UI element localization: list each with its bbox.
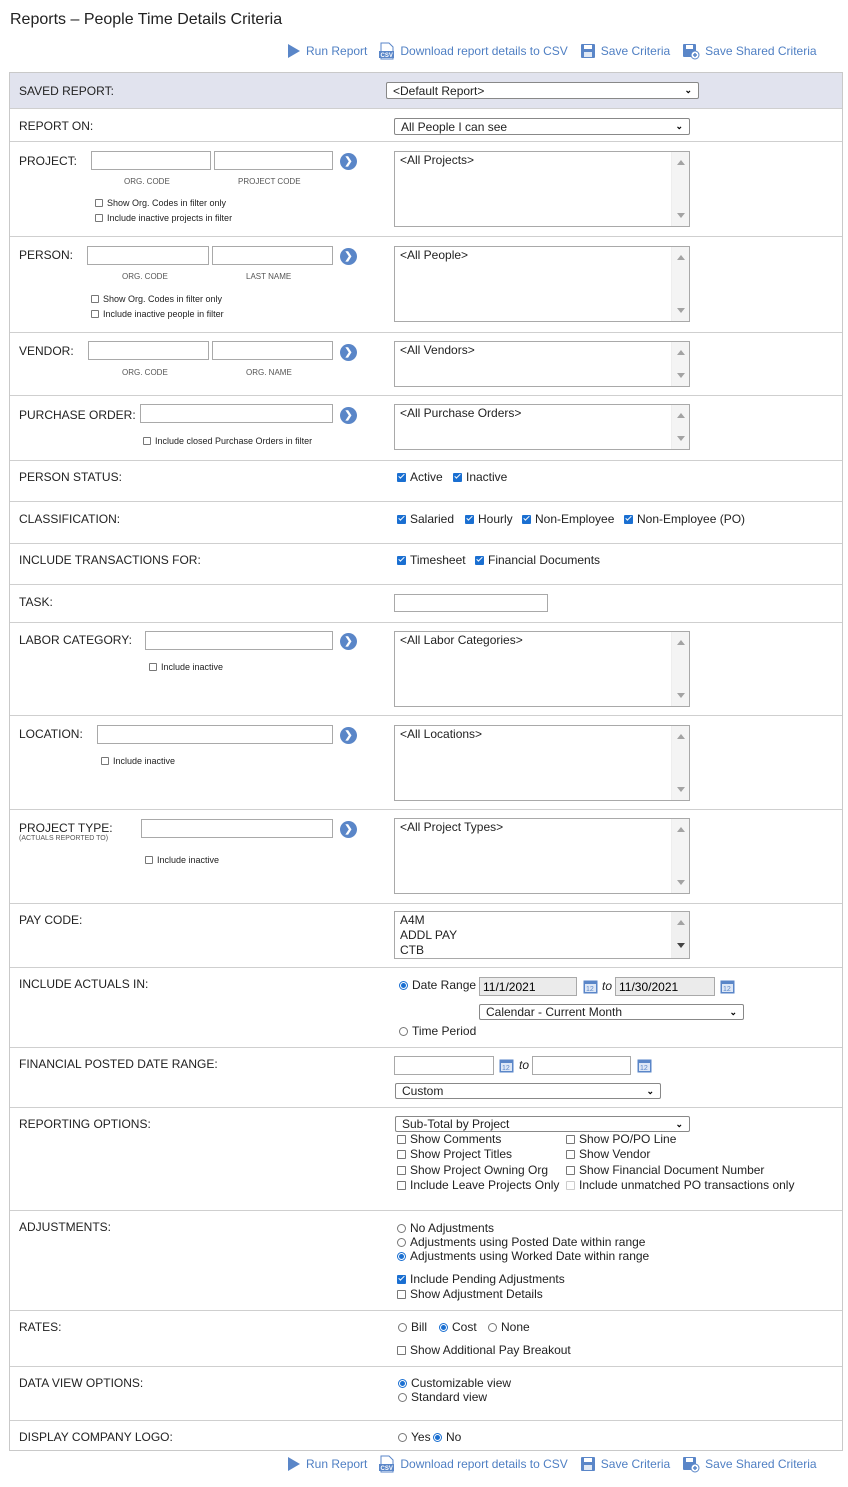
checkbox-label: Active	[410, 470, 443, 484]
scroll-up-icon[interactable]	[677, 160, 685, 165]
checkbox-box[interactable]	[145, 856, 153, 864]
adjustments-row	[10, 1210, 842, 1310]
include-transactions-row	[10, 543, 842, 584]
include-leave-projects-checkbox[interactable]	[397, 1178, 559, 1192]
checkbox-box[interactable]	[91, 295, 99, 303]
project-include-inactive-checkbox[interactable]	[95, 213, 232, 223]
location-label: LOCATION:	[19, 727, 83, 741]
saved-report-select[interactable]	[386, 82, 699, 99]
report-on-select[interactable]	[394, 118, 690, 135]
checkbox-box[interactable]	[397, 1181, 406, 1190]
scroll-up-icon[interactable]	[677, 920, 685, 925]
show-po-line-checkbox[interactable]	[566, 1132, 676, 1146]
checkbox-box[interactable]	[149, 663, 157, 671]
csv-file-icon	[379, 42, 395, 60]
location-include-inactive-checkbox[interactable]	[101, 756, 175, 766]
checkbox-box[interactable]	[95, 199, 103, 207]
checkbox-box[interactable]	[522, 515, 531, 524]
radio-label: Cost	[452, 1320, 477, 1334]
time-period-radio[interactable]	[399, 1024, 476, 1038]
checkbox-box[interactable]	[91, 310, 99, 318]
scroll-up-icon[interactable]	[677, 413, 685, 418]
project-label: PROJECT:	[19, 154, 78, 168]
checkbox-label: Show Vendor	[579, 1147, 651, 1161]
checkbox-box[interactable]	[397, 515, 406, 524]
person-org-code-input[interactable]	[87, 246, 209, 265]
save-shared-criteria-label: Save Shared Criteria	[705, 44, 817, 58]
location-input[interactable]	[97, 725, 333, 744]
labor-category-label: LABOR CATEGORY:	[19, 633, 132, 647]
chevron-down-icon: ⌄	[675, 121, 683, 131]
radio-circle[interactable]	[488, 1323, 497, 1332]
arrow-right-circle-icon[interactable]: ❯	[340, 727, 357, 744]
checkbox-label: Include Pending Adjustments	[410, 1272, 565, 1286]
calendar-icon[interactable]	[637, 1058, 652, 1073]
list-option[interactable]: <All Labor Categories>	[400, 633, 523, 647]
arrow-right-circle-icon[interactable]: ❯	[340, 407, 357, 424]
scrollbar[interactable]	[671, 152, 689, 226]
arrow-right-circle-icon[interactable]: ❯	[340, 248, 357, 265]
list-option[interactable]: <All Projects>	[400, 153, 475, 167]
shared-save-icon	[682, 43, 700, 60]
checkbox-label: Show Org. Codes in filter only	[107, 198, 227, 208]
labor-category-input[interactable]	[145, 631, 333, 650]
radio-circle[interactable]	[398, 1379, 407, 1388]
radio-circle[interactable]	[397, 1224, 406, 1233]
top-toolbar	[287, 41, 829, 61]
person-status-active-checkbox[interactable]	[397, 470, 443, 484]
checkbox-box[interactable]	[475, 556, 484, 565]
radio-circle[interactable]	[398, 1323, 407, 1332]
checkbox-label: Include inactive	[157, 855, 220, 865]
show-project-owning-org-checkbox[interactable]	[397, 1163, 548, 1177]
scroll-down-icon[interactable]	[677, 308, 685, 313]
checkbox-label: Include inactive projects in filter	[107, 213, 233, 223]
radio-circle[interactable]	[397, 1252, 406, 1261]
person-org-code-caption: ORG. CODE	[122, 272, 168, 281]
labor-category-listbox[interactable]	[394, 631, 690, 707]
subtotal-value: Sub-Total by Project	[402, 1117, 510, 1131]
shared-save-icon	[682, 1456, 700, 1473]
include-actuals-row	[10, 967, 842, 1047]
adjustments-worked-date-radio[interactable]	[397, 1249, 649, 1263]
financial-preset-value: Custom	[402, 1084, 444, 1098]
reporting-options-label: REPORTING OPTIONS:	[19, 1117, 151, 1131]
include-actuals-label: INCLUDE ACTUALS IN:	[19, 977, 149, 991]
chevron-down-icon: ⌄	[729, 1006, 737, 1017]
vendor-row	[10, 332, 842, 395]
person-last-name-caption: LAST NAME	[246, 272, 292, 281]
financial-from-date-input[interactable]	[394, 1056, 494, 1075]
scroll-up-icon[interactable]	[677, 350, 685, 355]
company-logo-label: DISPLAY COMPANY LOGO:	[19, 1430, 173, 1444]
scroll-down-icon[interactable]	[677, 787, 685, 792]
checkbox-box[interactable]	[143, 437, 151, 445]
checkbox-box[interactable]	[397, 1166, 406, 1175]
checkbox-label: Non-Employee (PO)	[637, 512, 746, 526]
vendor-org-name-input[interactable]	[212, 341, 333, 360]
include-financial-documents-checkbox[interactable]	[475, 553, 600, 567]
chevron-down-icon: ⌄	[646, 1085, 654, 1096]
list-option[interactable]: <All Purchase Orders>	[400, 406, 522, 420]
show-adjustment-details-checkbox[interactable]	[397, 1287, 543, 1301]
vendor-label: VENDOR:	[19, 344, 74, 358]
classification-hourly-checkbox[interactable]	[465, 512, 513, 526]
project-type-sublabel: (ACTUALS REPORTED TO)	[19, 835, 109, 842]
classification-non-employee-checkbox[interactable]	[522, 512, 614, 526]
csv-file-icon	[379, 1455, 395, 1473]
svg-text:12: 12	[640, 1065, 648, 1072]
vendor-listbox[interactable]	[394, 341, 690, 387]
radio-label: Time Period	[412, 1024, 477, 1038]
scrollbar[interactable]	[671, 632, 689, 706]
checkbox-label: Timesheet	[410, 553, 466, 567]
svg-text:CSV: CSV	[380, 1466, 394, 1472]
radio-label: Customizable view	[411, 1376, 512, 1390]
checkbox-label: Show Comments	[410, 1132, 502, 1146]
checkbox-label: Include inactive people in filter	[103, 309, 224, 319]
radio-label: No Adjustments	[410, 1221, 495, 1235]
scroll-up-icon[interactable]	[677, 255, 685, 260]
arrow-right-circle-icon[interactable]: ❯	[340, 153, 357, 170]
project-code-caption: PROJECT CODE	[238, 177, 301, 186]
radio-label: Adjustments using Worked Date within range	[410, 1249, 650, 1263]
classification-label: CLASSIFICATION:	[19, 512, 121, 526]
person-listbox[interactable]	[394, 246, 690, 322]
show-financial-doc-number-checkbox[interactable]	[566, 1163, 764, 1177]
radio-circle[interactable]	[399, 981, 408, 990]
vendor-org-name-caption: ORG. NAME	[246, 368, 292, 377]
scrollbar[interactable]	[671, 726, 689, 800]
radio-circle[interactable]	[433, 1433, 442, 1442]
labor-category-row	[10, 622, 842, 715]
svg-text:12: 12	[723, 986, 731, 993]
play-icon	[287, 1456, 301, 1472]
include-pending-adjustments-checkbox[interactable]	[397, 1272, 565, 1286]
project-show-org-codes-checkbox[interactable]	[95, 198, 226, 208]
criteria-form	[9, 72, 843, 1451]
project-type-label: PROJECT TYPE:	[19, 821, 113, 835]
radio-circle[interactable]	[397, 1238, 406, 1247]
show-project-titles-checkbox[interactable]	[397, 1147, 512, 1161]
include-timesheet-checkbox[interactable]	[397, 553, 466, 567]
radio-circle[interactable]	[399, 1027, 408, 1036]
purchase-order-row	[10, 395, 842, 460]
classification-salaried-checkbox[interactable]	[397, 512, 454, 526]
radio-circle[interactable]	[398, 1433, 407, 1442]
save-criteria-button[interactable]	[580, 43, 670, 59]
task-label: TASK:	[19, 595, 53, 609]
labor-category-include-inactive-checkbox[interactable]	[149, 662, 223, 672]
checkbox-box[interactable]	[101, 757, 109, 765]
run-report-button[interactable]	[287, 43, 367, 59]
save-shared-criteria-button[interactable]	[682, 43, 816, 60]
save-criteria-label: Save Criteria	[600, 1457, 671, 1471]
pay-code-row	[10, 903, 842, 967]
project-type-row	[10, 809, 842, 903]
list-option[interactable]: A4M	[400, 913, 425, 927]
project-type-input[interactable]	[141, 819, 333, 838]
list-option[interactable]: <All Project Types>	[400, 820, 504, 834]
location-listbox[interactable]	[394, 725, 690, 801]
financial-posted-row	[10, 1047, 842, 1107]
list-option[interactable]: CTB	[400, 943, 424, 957]
checkbox-box[interactable]	[624, 515, 633, 524]
checkbox-box[interactable]	[397, 556, 406, 565]
arrow-right-circle-icon[interactable]: ❯	[340, 344, 357, 361]
checkbox-label: Hourly	[478, 512, 513, 526]
show-comments-checkbox[interactable]	[397, 1132, 501, 1146]
purchase-order-listbox[interactable]	[394, 404, 690, 450]
scroll-up-icon[interactable]	[677, 640, 685, 645]
project-row	[10, 141, 842, 236]
saved-report-row	[10, 73, 842, 108]
checkbox-box[interactable]	[397, 1150, 406, 1159]
report-on-row	[10, 108, 842, 141]
rates-cost-radio[interactable]	[439, 1320, 477, 1334]
checkbox-label: Show Financial Document Number	[579, 1163, 765, 1177]
checkbox-box[interactable]	[95, 214, 103, 222]
bottom-toolbar	[287, 1454, 829, 1474]
checkbox-box[interactable]	[397, 1290, 406, 1299]
checkbox-label: Show Additional Pay Breakout	[410, 1343, 571, 1357]
scroll-down-icon[interactable]	[677, 373, 685, 378]
data-view-row	[10, 1366, 842, 1420]
actuals-from-date-input[interactable]	[479, 977, 577, 996]
scroll-down-icon[interactable]	[677, 880, 685, 885]
run-report-label: Run Report	[306, 44, 368, 58]
scrollbar[interactable]	[671, 405, 689, 449]
adjustments-label: ADJUSTMENTS:	[19, 1220, 112, 1234]
project-org-code-input[interactable]	[91, 151, 211, 170]
download-csv-button[interactable]	[379, 1455, 567, 1473]
checkbox-label: Inactive	[466, 470, 508, 484]
calendar-icon[interactable]	[499, 1058, 514, 1073]
subtotal-select[interactable]	[395, 1116, 690, 1132]
checkbox-box[interactable]	[397, 1275, 406, 1284]
scroll-up-icon[interactable]	[677, 734, 685, 739]
checkbox-box[interactable]	[397, 1346, 406, 1355]
arrow-right-circle-icon[interactable]: ❯	[340, 821, 357, 838]
list-option[interactable]: ADDL PAY	[400, 928, 458, 942]
radio-label: No	[446, 1430, 462, 1444]
company-logo-row	[10, 1420, 842, 1451]
person-status-row	[10, 460, 842, 501]
checkbox-label: Show PO/PO Line	[579, 1132, 677, 1146]
show-vendor-checkbox[interactable]	[566, 1147, 650, 1161]
customizable-view-radio[interactable]	[398, 1376, 511, 1390]
reporting-options-row	[10, 1107, 842, 1210]
checkbox-label: Show Adjustment Details	[410, 1287, 543, 1301]
report-on-label: REPORT ON:	[19, 119, 94, 133]
checkbox-label: Include inactive	[113, 756, 176, 766]
person-row	[10, 236, 842, 332]
classification-row	[10, 501, 842, 543]
date-range-to-word: to	[602, 979, 613, 993]
company-logo-no-radio[interactable]	[433, 1430, 461, 1444]
checkbox-label: Show Project Titles	[410, 1147, 513, 1161]
project-type-include-inactive-checkbox[interactable]	[145, 855, 219, 865]
checkbox-box[interactable]	[566, 1166, 575, 1175]
radio-circle[interactable]	[439, 1323, 448, 1332]
actuals-preset-value: Calendar - Current Month	[486, 1005, 623, 1019]
radio-circle[interactable]	[398, 1393, 407, 1402]
person-include-inactive-checkbox[interactable]	[91, 309, 224, 319]
saved-report-label: SAVED REPORT:	[19, 84, 114, 98]
scroll-up-icon[interactable]	[677, 827, 685, 832]
chevron-down-icon: ⌄	[675, 1118, 683, 1129]
saved-report-value: <Default Report>	[393, 83, 485, 98]
checkbox-label: Financial Documents	[488, 553, 601, 567]
standard-view-radio[interactable]	[398, 1390, 487, 1404]
calendar-icon[interactable]	[583, 979, 598, 994]
checkbox-label: Show Org. Codes in filter only	[103, 294, 223, 304]
arrow-right-circle-icon[interactable]: ❯	[340, 633, 357, 650]
scroll-down-icon[interactable]	[677, 436, 685, 441]
task-input[interactable]	[394, 594, 548, 612]
vendor-org-code-caption: ORG. CODE	[122, 368, 168, 377]
actuals-preset-select[interactable]	[479, 1004, 744, 1020]
project-org-code-caption: ORG. CODE	[124, 177, 170, 186]
scrollbar[interactable]	[671, 912, 689, 958]
radio-label: Date Range	[412, 978, 477, 992]
include-unmatched-po-checkbox[interactable]	[566, 1178, 794, 1192]
data-view-label: DATA VIEW OPTIONS:	[19, 1376, 144, 1390]
scrollbar[interactable]	[671, 819, 689, 893]
run-report-button[interactable]	[287, 1456, 367, 1472]
checkbox-box[interactable]	[397, 1135, 406, 1144]
play-icon	[287, 43, 301, 59]
calendar-icon[interactable]	[720, 979, 735, 994]
run-report-label: Run Report	[306, 1457, 368, 1471]
company-logo-yes-radio[interactable]	[398, 1430, 431, 1444]
checkbox-box[interactable]	[566, 1181, 575, 1190]
svg-text:CSV: CSV	[380, 53, 394, 59]
radio-label: Standard view	[411, 1390, 488, 1404]
person-label: PERSON:	[19, 248, 74, 262]
page-title: Reports – People Time Details Criteria	[10, 11, 283, 28]
financial-to-date-input[interactable]	[532, 1056, 631, 1075]
scroll-down-icon[interactable]	[677, 943, 685, 948]
person-last-name-input[interactable]	[212, 246, 333, 265]
checkbox-box[interactable]	[566, 1150, 575, 1159]
floppy-disk-icon	[580, 1456, 596, 1472]
task-row	[10, 584, 842, 622]
save-shared-criteria-button[interactable]	[682, 1456, 816, 1473]
show-additional-pay-breakout-checkbox[interactable]	[397, 1343, 571, 1357]
checkbox-label: Include Leave Projects Only	[410, 1178, 560, 1192]
rates-none-radio[interactable]	[488, 1320, 530, 1334]
person-show-org-codes-checkbox[interactable]	[91, 294, 222, 304]
pay-code-listbox[interactable]	[394, 911, 690, 959]
list-option[interactable]: <All Vendors>	[400, 343, 475, 357]
save-shared-criteria-label: Save Shared Criteria	[705, 1457, 817, 1471]
download-csv-label: Download report details to CSV	[400, 1457, 568, 1471]
date-range-radio[interactable]	[399, 978, 476, 992]
adjustments-posted-date-radio[interactable]	[397, 1235, 645, 1249]
save-criteria-button[interactable]	[580, 1456, 670, 1472]
download-csv-label: Download report details to CSV	[400, 44, 568, 58]
radio-label: Adjustments using Posted Date within range	[410, 1235, 646, 1249]
svg-text:12: 12	[502, 1065, 510, 1072]
save-criteria-label: Save Criteria	[600, 44, 671, 58]
scroll-down-icon[interactable]	[677, 693, 685, 698]
purchase-order-label: PURCHASE ORDER:	[19, 408, 136, 422]
financial-posted-label: FINANCIAL POSTED DATE RANGE:	[19, 1057, 218, 1071]
checkbox-box[interactable]	[566, 1135, 575, 1144]
svg-text:12: 12	[586, 986, 594, 993]
rates-bill-radio[interactable]	[398, 1320, 427, 1334]
project-code-input[interactable]	[214, 151, 333, 170]
rates-row	[10, 1310, 842, 1366]
checkbox-label: Non-Employee	[535, 512, 615, 526]
project-type-listbox[interactable]	[394, 818, 690, 894]
financial-preset-select[interactable]	[395, 1083, 661, 1099]
pay-code-label: PAY CODE:	[19, 913, 83, 927]
person-status-label: PERSON STATUS:	[19, 470, 122, 484]
person-status-inactive-checkbox[interactable]	[453, 470, 507, 484]
scroll-down-icon[interactable]	[677, 213, 685, 218]
checkbox-box[interactable]	[453, 473, 462, 482]
radio-label: Bill	[411, 1320, 428, 1334]
checkbox-box[interactable]	[465, 515, 474, 524]
purchase-order-input[interactable]	[140, 404, 333, 423]
checkbox-label: Include unmatched PO transactions only	[579, 1178, 795, 1192]
scrollbar[interactable]	[671, 342, 689, 386]
actuals-to-date-input[interactable]	[615, 977, 715, 996]
radio-label: None	[501, 1320, 530, 1334]
project-listbox[interactable]	[394, 151, 690, 227]
rates-label: RATES:	[19, 1320, 62, 1334]
download-csv-button[interactable]	[379, 42, 567, 60]
checkbox-label: Show Project Owning Org	[410, 1163, 549, 1177]
list-option[interactable]: <All People>	[400, 248, 469, 262]
include-closed-po-checkbox[interactable]	[143, 436, 312, 446]
financial-to-word: to	[519, 1058, 530, 1072]
report-on-value: All People I can see	[401, 119, 508, 134]
checkbox-box[interactable]	[397, 473, 406, 482]
no-adjustments-radio[interactable]	[397, 1221, 494, 1235]
vendor-org-code-input[interactable]	[88, 341, 209, 360]
checkbox-label: Include inactive	[161, 662, 224, 672]
chevron-down-icon: ⌄	[684, 85, 692, 95]
location-row	[10, 715, 842, 809]
radio-label: Yes	[411, 1430, 431, 1444]
scrollbar[interactable]	[671, 247, 689, 321]
floppy-disk-icon	[580, 43, 596, 59]
classification-non-employee-po-checkbox[interactable]	[624, 512, 745, 526]
include-transactions-label: INCLUDE TRANSACTIONS FOR:	[19, 553, 201, 567]
checkbox-label: Salaried	[410, 512, 455, 526]
checkbox-label: Include closed Purchase Orders in filter	[155, 436, 313, 446]
list-option[interactable]: <All Locations>	[400, 727, 483, 741]
